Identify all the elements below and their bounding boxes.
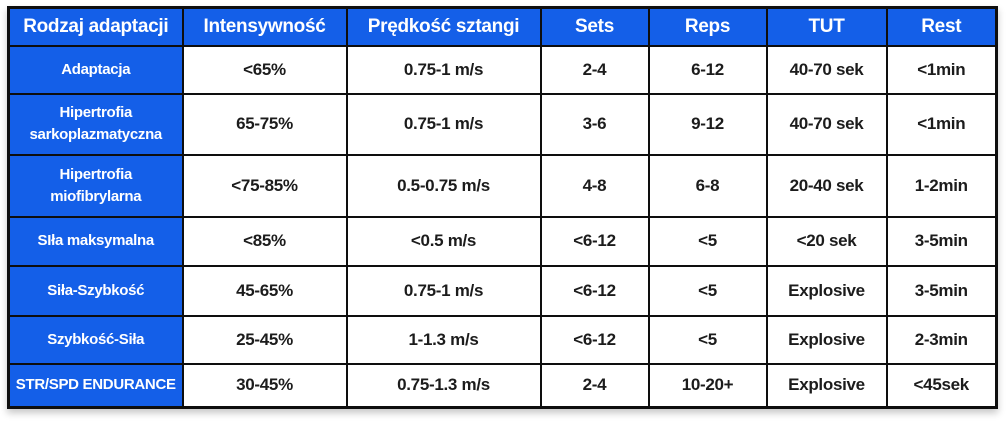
column-header-reps: Reps xyxy=(649,8,767,46)
table-cell: <5 xyxy=(649,266,767,316)
row-label: Szybkość-Siła xyxy=(9,316,183,364)
table-cell: Explosive xyxy=(767,364,887,408)
table-cell: 20-40 sek xyxy=(767,155,887,217)
row-label: STR/SPD ENDURANCE xyxy=(9,364,183,408)
table-cell: 3-6 xyxy=(541,94,649,155)
table-row-adaptacja xyxy=(9,46,997,94)
table-cell: <0.5 m/s xyxy=(347,217,541,266)
table-cell: 25-45% xyxy=(183,316,347,364)
table-row-hipertrofia-sarkoplazmatyczna xyxy=(9,94,997,155)
table-cell: 0.75-1 m/s xyxy=(347,266,541,316)
table-cell: 40-70 sek xyxy=(767,94,887,155)
column-header-predkosc-sztangi: Prędkość sztangi xyxy=(347,8,541,46)
row-label: Siła-Szybkość xyxy=(9,266,183,316)
table-cell: <85% xyxy=(183,217,347,266)
column-header-tut: TUT xyxy=(767,8,887,46)
table-cell: <6-12 xyxy=(541,217,649,266)
table-cell: 1-2min xyxy=(887,155,997,217)
table-cell: 2-4 xyxy=(541,46,649,94)
table-cell: <6-12 xyxy=(541,316,649,364)
table-cell: 3-5min xyxy=(887,217,997,266)
column-header-intensywnosc: Intensywność xyxy=(183,8,347,46)
table-cell: 2-4 xyxy=(541,364,649,408)
table-cell: 0.5-0.75 m/s xyxy=(347,155,541,217)
table-cell: <1min xyxy=(887,94,997,155)
table-cell: <6-12 xyxy=(541,266,649,316)
table-row-sila-maksymalna xyxy=(9,217,997,266)
table-row-str-spd-endurance xyxy=(9,364,997,408)
table-cell: 0.75-1 m/s xyxy=(347,94,541,155)
table-cell: Explosive xyxy=(767,266,887,316)
column-header-rodzaj-adaptacji: Rodzaj adaptacji xyxy=(9,8,183,46)
table-cell: 30-45% xyxy=(183,364,347,408)
training-adaptation-table xyxy=(7,6,998,409)
table-cell: <65% xyxy=(183,46,347,94)
row-label: Adaptacja xyxy=(9,46,183,94)
table-cell: 6-12 xyxy=(649,46,767,94)
table-cell: 45-65% xyxy=(183,266,347,316)
table-cell: 0.75-1.3 m/s xyxy=(347,364,541,408)
row-label: SIła maksymalna xyxy=(9,217,183,266)
table-cell: 9-12 xyxy=(649,94,767,155)
table-cell: <20 sek xyxy=(767,217,887,266)
column-header-rest: Rest xyxy=(887,8,997,46)
table-cell: Explosive xyxy=(767,316,887,364)
table-cell: 3-5min xyxy=(887,266,997,316)
table-cell: 2-3min xyxy=(887,316,997,364)
table-cell: 40-70 sek xyxy=(767,46,887,94)
table-cell: <5 xyxy=(649,217,767,266)
table-row-sila-szybkosc xyxy=(9,266,997,316)
header-row xyxy=(9,8,997,46)
table-cell: <75-85% xyxy=(183,155,347,217)
table-cell: <5 xyxy=(649,316,767,364)
table-cell: <45sek xyxy=(887,364,997,408)
table-cell: 6-8 xyxy=(649,155,767,217)
column-header-sets: Sets xyxy=(541,8,649,46)
table-row-szybkosc-sila xyxy=(9,316,997,364)
table-cell: 0.75-1 m/s xyxy=(347,46,541,94)
row-label: Hipertrofia miofibrylarna xyxy=(9,155,183,217)
table-cell: 1-1.3 m/s xyxy=(347,316,541,364)
table-cell: 10-20+ xyxy=(649,364,767,408)
table-cell: 65-75% xyxy=(183,94,347,155)
table-row-hipertrofia-miofibrylarna xyxy=(9,155,997,217)
table-cell: <1min xyxy=(887,46,997,94)
table-cell: 4-8 xyxy=(541,155,649,217)
row-label: Hipertrofia sarkoplazmatyczna xyxy=(9,94,183,155)
